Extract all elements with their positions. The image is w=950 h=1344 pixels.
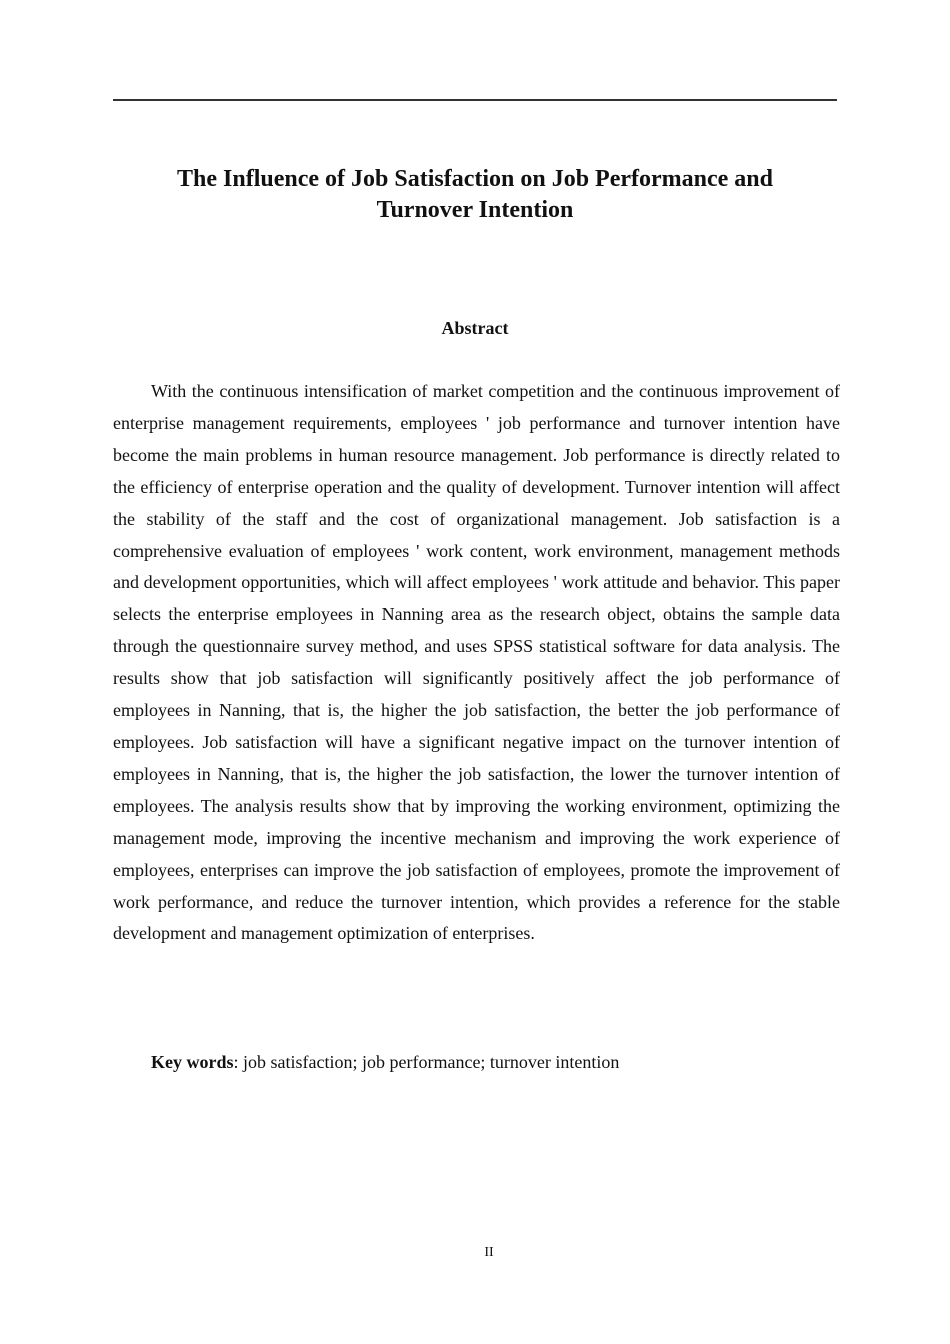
keywords-label: Key words: [151, 1052, 234, 1072]
paper-title-line-2: Turnover Intention: [376, 197, 574, 223]
page-number: II: [484, 1245, 494, 1260]
paper-title-line-1: The Influence of Job Satisfaction on Job Performance and: [177, 166, 773, 192]
paper-title: [113, 164, 837, 226]
keywords-text: job satisfaction; job performance; turnover intention: [238, 1052, 620, 1072]
keywords-line: [151, 1048, 841, 1076]
abstract-heading: Abstract: [441, 318, 509, 338]
abstract-body: With the continuous intensification of market competition and the continuous improvement of enterprise management requirements, employees ' job performance and turnover intention have become the main problems in human resource management. Job performance is directly related to the efficiency of enterprise operation and the quality of development. Turnover intention will affect the stability of the staff and the cost of organizational management. Job satisfaction is a comprehensive evaluation of employees ' work content, work environment, management methods and development opportunities, which will affect employees ' work attitude and behavior. This paper selects the enterprise employees in Nanning area as the research object, obtains the sample data through the questionnaire survey method, and uses SPSS statistical software for data analysis. The results show that job satisfaction will significantly positively affect the job performance of employees in Nanning, that is, the higher the job satisfaction, the better the job performance of employees. Job satisfaction will have a significant negative impact on the turnover intention of employees in Nanning, that is, the higher the job satisfaction, the lower the turnover intention of employees. The analysis results show that by improving the working environment, optimizing the management mode, improving the incentive mechanism and improving the work experience of employees, enterprises can improve the job satisfaction of employees, promote the improvement of work performance, and reduce the turnover intention, which provides a reference for the stable development and management optimization of enterprises.: [113, 381, 840, 944]
header-rule: [113, 99, 837, 101]
keywords-separator: :: [233, 1052, 239, 1072]
